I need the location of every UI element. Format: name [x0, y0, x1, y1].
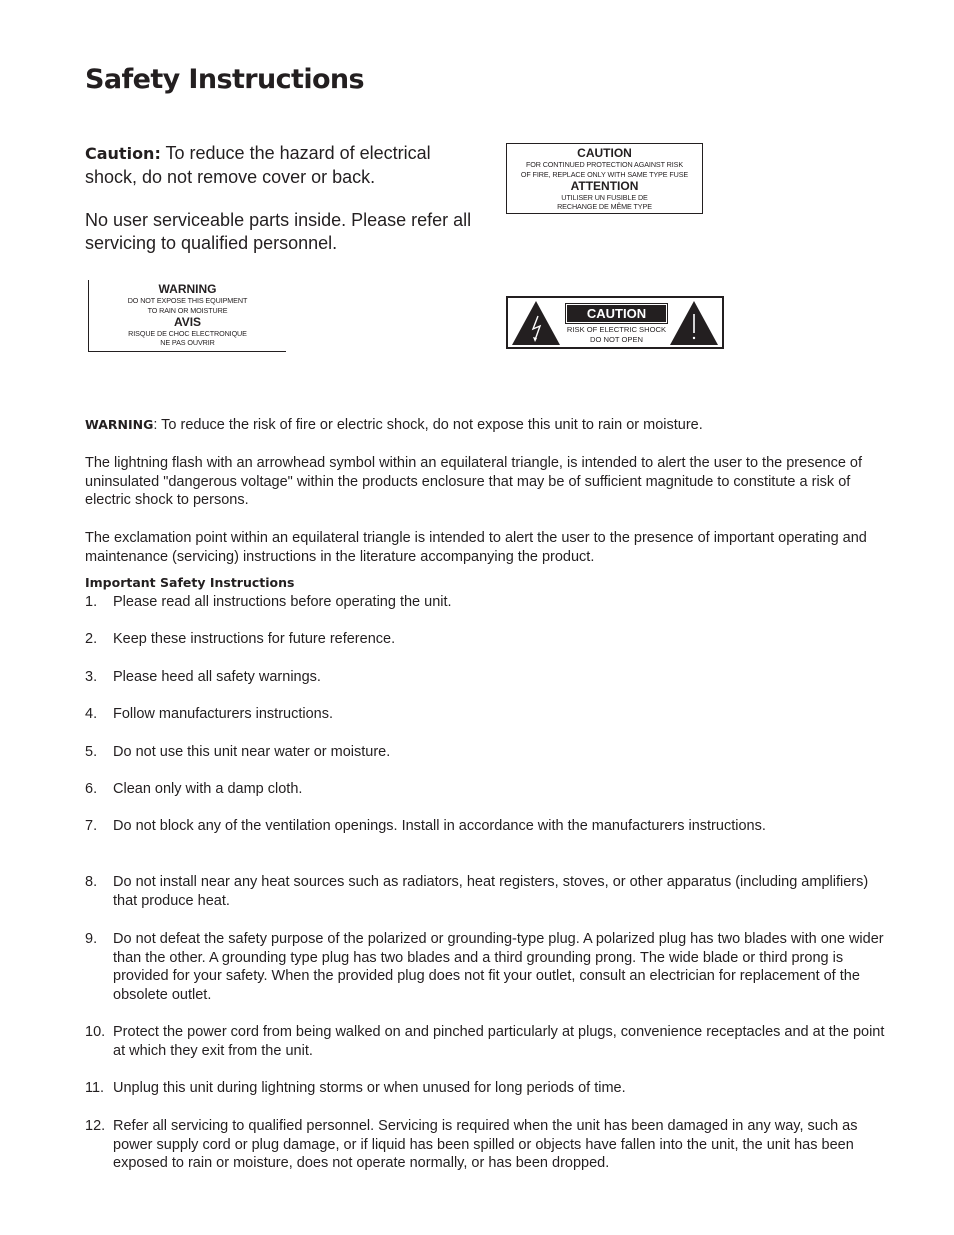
list-item-number: 10. — [85, 1024, 106, 1040]
list-item-text: Do not install near any heat sources such as radiators, heat registers, stoves, or other apparatus (including amplifiers) that produce heat. — [113, 874, 869, 909]
fuse-label-line: RECHANGE DE MÊME TYPE — [557, 202, 652, 212]
caution-lead: Caution: — [85, 144, 161, 163]
list-item-number: 4. — [85, 706, 98, 722]
exclamation-symbol-explanation: The exclamation point within an equilateral triangle is intended to alert the user to the presence of important operating and maintenance (servicing) instructions in the literature accompanying the product. — [85, 530, 867, 565]
caution-paragraph — [85, 142, 465, 188]
list-item-number: 3. — [85, 669, 98, 685]
list-item-number: 5. — [85, 744, 98, 760]
fuse-label-line: FOR CONTINUED PROTECTION AGAINST RISK — [525, 160, 684, 169]
warning-label-heading-fr: AVIS — [173, 314, 202, 329]
list-item — [85, 780, 885, 799]
list-item-number: 8. — [85, 874, 98, 890]
list-item — [85, 1023, 885, 1060]
fuse-label-line: OF FIRE, REPLACE ONLY WITH SAME TYPE FUSE — [520, 169, 689, 179]
list-item — [85, 705, 885, 724]
list-item — [85, 930, 885, 1005]
warning-label-line: TO RAIN OR MOISTURE — [147, 305, 228, 315]
page-title: Safety Instructions — [85, 64, 365, 95]
list-item-number: 12. — [85, 1118, 106, 1134]
list-item-text: Please read all instructions before operating the unit. — [113, 594, 452, 610]
list-item-text: Refer all servicing to qualified personnel. Servicing is required when the unit has been damaged in any way, such as power supply cord or plug damage, or if liquid has been spilled or objects have fallen into the unit, the unit has been exposed to rain or moisture, does not operate normally, or has been dropped. — [113, 1118, 858, 1172]
list-item-number: 6. — [85, 781, 98, 797]
list-item — [85, 817, 885, 836]
list-item — [85, 873, 885, 910]
exclamation-triangle-icon — [668, 298, 720, 347]
warning-text: : To reduce the risk of fire or electric shock, do not expose this unit to rain or moisture. — [153, 417, 703, 433]
list-item-text: Unplug this unit during lightning storms or when unused for long periods of time. — [113, 1080, 626, 1096]
fuse-label-heading: CAUTION — [577, 146, 632, 160]
shock-label-text-block — [566, 304, 667, 345]
list-item-text: Do not defeat the safety purpose of the polarized or grounding-type plug. A polarized plug has two blades with one wider than the other. A grounding type plug has two blades and a third grounding prong. The wide blade or third prong is provided for your safety. When the provided plug does not fit your outlet, consult an electrician for replacement of the obsolete outlet. — [113, 931, 884, 1004]
fuse-label-heading-fr: ATTENTION — [570, 178, 639, 193]
fuse-label-line: UTILISER UN FUSIBLE DE — [561, 192, 648, 202]
list-item-number: 7. — [85, 818, 98, 834]
warning-label-line: NE PAS OUVRIR — [160, 338, 215, 348]
warning-lead: WARNING — [85, 417, 154, 432]
lightning-triangle-icon — [510, 298, 562, 347]
moisture-warning-label — [88, 280, 286, 352]
caution-text: To reduce the hazard of electrical shock, do not remove cover or back. — [85, 143, 431, 187]
list-item — [85, 593, 885, 612]
list-item-text: Follow manufacturers instructions. — [113, 706, 333, 722]
list-item-number: 2. — [85, 631, 98, 647]
shock-label-line: RISK OF ELECTRIC SHOCK — [566, 325, 667, 334]
list-item-text: Do not use this unit near water or moisture. — [113, 744, 391, 760]
list-item-text: Do not block any of the ventilation openings. Install in accordance with the manufacturers instructions. — [113, 818, 766, 834]
list-item-number: 11. — [85, 1080, 105, 1096]
list-item-number: 9. — [85, 931, 98, 947]
list-item — [85, 1117, 885, 1173]
important-safety-heading: Important Safety Instructions — [85, 575, 295, 590]
list-item-text: Protect the power cord from being walked on and pinched particularly at plugs, convenience receptacles and at the point at which they exit from the unit. — [113, 1024, 885, 1059]
shock-label-line: DO NOT OPEN — [589, 335, 644, 344]
lightning-symbol-explanation: The lightning flash with an arrowhead symbol within an equilateral triangle, is intended to alert the user to the presence of uninsulated "dangerous voltage" within the products enclosure that may be of sufficient magnitude to constitute a risk of electric shock to persons. — [85, 455, 863, 508]
list-item-text: Clean only with a damp cloth. — [113, 781, 303, 797]
service-paragraph: No user serviceable parts inside. Please refer all servicing to qualified personnel. — [85, 210, 472, 253]
warning-label-line: RISQUE DE CHOC ELECTRONIQUE — [128, 328, 247, 338]
warning-label-line: DO NOT EXPOSE THIS EQUIPMENT — [127, 296, 248, 305]
list-item — [85, 1079, 885, 1098]
list-item-number: 1. — [85, 594, 98, 610]
list-item — [85, 743, 885, 762]
list-item-text: Keep these instructions for future reference. — [113, 631, 396, 647]
electric-shock-caution-label — [506, 296, 724, 349]
list-item-text: Please heed all safety warnings. — [113, 669, 321, 685]
fuse-caution-label — [506, 143, 703, 214]
list-item — [85, 668, 885, 687]
list-item — [85, 630, 885, 649]
shock-label-heading: CAUTION — [566, 304, 667, 323]
warning-label-heading: WARNING — [158, 282, 217, 296]
moisture-warning-text — [85, 416, 875, 435]
